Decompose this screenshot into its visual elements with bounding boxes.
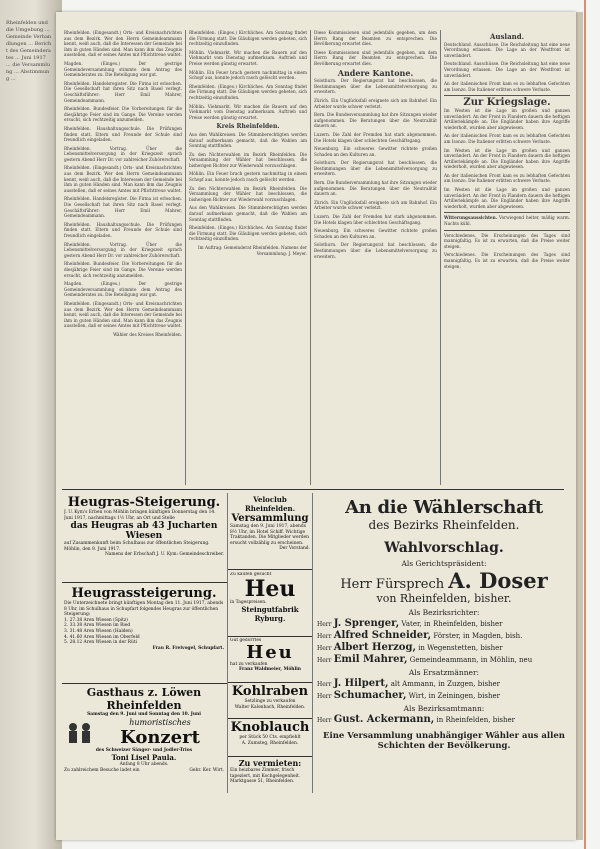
article-paragraph: Rheinfelden. Vortrag. Über die Lebensmittelversorgung in der Kriegszeit sprach gestern Abend Herr Dr. vor zahlreicher Zuhörerschaft.	[64, 241, 182, 258]
ad-divider	[228, 569, 312, 570]
ad-main: Kohlraben	[231, 684, 309, 699]
article-paragraph: Deutschland. Ausschüsse. Die Reichsleitung hat eine neue Verordnung erlassen. Die Lage an der Westfront ist unverändert.	[444, 61, 570, 78]
ad-body: Ein heizbares Zimmer, frisch tapeziert, mit Kochgelegenheit. Marktgasse 51, Rheinfelden.	[230, 768, 301, 785]
candidate-row: Herr Emil Mahrer, Gemeindeammann, in Möhlin, neu	[317, 654, 533, 665]
article-paragraph: Luzern. Die Zahl der Fremden hat stark abgenommen. Die Hotels klagen über schlechten Geschäftsgang.	[314, 214, 437, 225]
ad-knoblauch	[230, 720, 310, 754]
previous-page-spine	[0, 0, 62, 849]
ad-subtitle: humoristisches	[129, 717, 191, 727]
ad-gasthaus-loewen	[64, 686, 224, 791]
page-edge	[576, 12, 583, 840]
ad-line: 4. 41.60 Aren Wiesen im Oberfeld	[64, 634, 140, 640]
candidate-info: Förster, in Magden, bish.	[433, 632, 523, 640]
ad-signature: Walter Kalenbach, Rheinfelden.	[234, 704, 306, 710]
election-footer: Eine Versammlung unabhängiger Wähler aus allen Schichten der Bevölkerung.	[323, 731, 565, 751]
ad-pre: Zu kaufen gesucht	[230, 572, 272, 577]
candidate-row: Herr Alfred Schneider, Förster, in Magden, bish.	[317, 630, 523, 641]
election-announcement	[313, 493, 575, 793]
election-heading: Wahlvorschlag.	[384, 540, 504, 556]
ads-divider	[62, 489, 564, 490]
role-label: Als Bezirksamtmann:	[403, 704, 485, 713]
candidate-name: Alfred Schneider,	[333, 630, 432, 641]
ad-main: Knoblauch	[230, 720, 310, 735]
section-heading: Ausland.	[489, 32, 525, 41]
article-column-3	[314, 30, 437, 485]
ad-signature: Steingutfabrik Ryburg.	[241, 605, 299, 624]
article-paragraph	[444, 215, 570, 226]
ad-line: 2. 33.38 Aren Wiesen im Ried	[64, 623, 131, 629]
candidate-row: Herr Gust. Ackermann, in Rheinfelden, bisher	[317, 714, 516, 725]
role-label: Als Gerichtspräsident:	[401, 559, 487, 568]
ad-body: in Tagespreisen.	[230, 599, 267, 605]
ad-divider	[227, 493, 228, 793]
ad-body: J. U. Kym's Erben von Möhlin bringen künftigen Donnerstag den 14. Juni 1917, nachmittags 1½ Uhr, an Ort und Stelle	[64, 510, 216, 521]
article-paragraph: Zürich. Ein Unglücksfall ereignete sich am Bahnhof. Ein Arbeiter wurde schwer verletzt.	[314, 97, 437, 109]
ad-vermieten	[230, 758, 310, 792]
ad-title: Heugras-Steigerung.	[67, 495, 221, 510]
divider	[444, 212, 570, 213]
ad-date: Samstag den 9. Juni und Sonntag den 10. Juni	[87, 712, 201, 717]
ad-line: 5. 28.12 Aren Wiesen in der Rüti	[64, 640, 137, 646]
article-paragraph: Zu den Nichterwahlen im Bezirk Rheinfelden. Die Versammlung der Wähler hat beschlossen, die bisherigen Richter zur Wiederwahl vorzuschlagen.	[189, 185, 307, 202]
article-paragraph: Neuenburg. Ein schweres Gewitter richtete großen Schaden an den Kulturen an.	[314, 228, 437, 239]
ad-body: des Schweizer Sänger- und Jodler-Trios	[95, 747, 193, 753]
ad-signature: Der Vorstand.	[279, 546, 310, 552]
ad-kohlraben	[230, 684, 310, 716]
ad-main: Heu	[246, 641, 294, 663]
article-paragraph: Rheinfelden. Vortrag. Über die Lebensmittelversorgung in der Kriegszeit sprach gestern Abend Herr Dr. vor zahlreicher Zuhörerschaft.	[64, 145, 182, 162]
candidate-info: in Rheinfelden, bisher	[436, 716, 516, 724]
role-label: Als Ersatzmänner:	[408, 668, 480, 677]
ad-signature: Gebr. Ker. Wirt.	[189, 767, 224, 773]
candidate-name: Emil Mahrer,	[333, 654, 408, 665]
article-paragraph: Rheinfelden. (Eingesandt.) Orts- und Kreisnachrichten aus dem Bezirk. Wer den Herrn Gemeindeammann kennt, weiß auch, daß die Interessen der Gemeinde bei ihm in guten Händen sind. Man kann ihm das Zeugnis ausstellen, daß er seines Amtes mit Pflichttreue waltet.	[64, 165, 182, 193]
article-paragraph: Rheinfelden. Haushaltungsschule. Die Prüfungen finden statt. Eltern und Freunde der Schule sind freundlich eingeladen.	[64, 221, 182, 238]
article-paragraph: Rheinfelden. (Eingesandt.) Orts- und Kreisnachrichten aus dem Bezirk. Wer den Herrn Gemeindeammann kennt, weiß auch, daß die Interessen der Gemeinde bei ihm in guten Händen sind. Man kann ihm das Zeugnis ausstellen, daß er seines Amtes mit Pflichttreue waltet.	[64, 30, 182, 58]
ad-divider	[228, 682, 312, 683]
candidate-info: in Wegenstetten, bisher	[418, 644, 503, 652]
candidate-name: Albert Herzog,	[333, 642, 416, 653]
article-paragraph: Magden. (Einges.) Der gestrige Gemeindeversammlung stimmte dem Antrag des Gemeinderates zu. Die Beteiligung war gut.	[64, 281, 182, 298]
ad-veloclub	[230, 495, 310, 567]
article-paragraph: Diese Kommissionen sind jedenfalls gegeben, um dem Herrn Rang der Beamten zu entsprechen. Die Bevölkerung erwartet dies.	[314, 49, 437, 66]
candidate-info: Vater, in Rheinfelden, bisher	[401, 620, 503, 628]
ad-signature: Franz Waldmeier, Möhlin	[238, 667, 301, 673]
article-paragraph: Neuenburg. Ein schweres Gewitter richtete großen Schaden an den Kulturen an.	[314, 146, 437, 157]
article-paragraph: Bern. Die Bundesversammlung hat ihre Sitzungen wieder aufgenommen. Die Beratungen über die Neutralität dauern an.	[314, 180, 437, 197]
candidate-prefix: Herr Fürsprech	[340, 577, 445, 592]
article-paragraph: Möhlin. Ein Feuer brach gestern nachmittag in einem Schopf aus, konnte jedoch rasch gelöscht werden.	[189, 69, 307, 81]
ad-signature: Frau R. Freivogel, Schupfart.	[152, 645, 224, 651]
ad-item: das Heugras ab 43 Jucharten Wiesen	[70, 521, 218, 542]
ad-divider	[228, 756, 312, 757]
ad-line: 3. 31.48 Aren Wiesen (Halden)	[64, 628, 133, 634]
candidate-name: J. Hilpert,	[333, 678, 389, 689]
ad-heugras-steigerung	[64, 495, 224, 580]
article-paragraph: Zürich. Ein Unglücksfall ereignete sich am Bahnhof. Ein Arbeiter wurde schwer verletzt.	[314, 199, 437, 211]
weather-heading: Witterungsaussichten.	[444, 215, 498, 221]
election-subtitle: des Bezirks Rheinfelden.	[368, 518, 520, 532]
musicians-icon	[64, 720, 96, 746]
ad-title: Veloclub Rheinfelden.	[244, 495, 296, 513]
ad-body: hat zu verkaufen	[230, 661, 268, 667]
article-paragraph: Möhlin. Viehmarkt. Wir machen die Bauern auf den Viehmarkt vom Dienstag aufmerksam. Auftrieb und Preise werden günstig erwartet.	[189, 103, 307, 120]
ad-heugrassteigerung	[64, 586, 224, 681]
candidate-row: Herr J. Sprenger, Vater, in Rheinfelden, bisher	[317, 618, 503, 629]
ad-signature: A. Zumsteg, Rheinfelden.	[241, 740, 299, 746]
divider	[444, 95, 570, 96]
ad-main: Heu	[244, 575, 296, 602]
candidate-row: Herr J. Hilpert, alt Ammann, in Zuzgen, bisher	[317, 678, 501, 689]
ad-main: Zu vermieten:	[238, 758, 302, 768]
ad-title: Gasthaus z. Löwen Rheinfelden	[86, 686, 202, 712]
article-paragraph: Verschiedenes. Die Erscheinungen des Tages sind mannigfaltig. Es ist zu erwarten, daß die Preise weiter steigen.	[444, 252, 570, 269]
article-column-4	[444, 30, 570, 485]
article-paragraph: Deutschland. Ausschüsse. Die Reichsleitung hat eine neue Verordnung erlassen. Die Lage an der Westfront ist unverändert.	[444, 41, 570, 58]
candidate-info: Wirt, in Zeiningen, bisher	[408, 692, 500, 700]
candidate-origin: von Rheinfelden, bisher.	[376, 592, 512, 605]
column-divider	[440, 30, 441, 485]
article-column-1	[64, 30, 182, 485]
article-paragraph: Rheinfelden. (Einges.) Kirchliches. Am Sonntag findet die Firmung statt. Die Gläubigen werden gebeten, sich rechtzeitig einzufinden.	[189, 83, 307, 100]
ad-heu-verkauf	[230, 638, 310, 680]
article-paragraph: Diese Kommissionen sind jedenfalls gegeben, um dem Herrn Rang der Beamten zu entsprechen. Die Bevölkerung erwartet dies.	[314, 30, 437, 47]
article-paragraph: Bern. Die Bundesversammlung hat ihre Sitzungen wieder aufgenommen. Die Beratungen über die Neutralität dauern an.	[314, 112, 437, 129]
candidate-info: Gemeindeammann, in Möhlin, neu	[409, 656, 533, 664]
spine-text: Rheinfelden und die Umgebung ... Gemeinde Verhandlungen ... Bericht des Gemeinderates ... Juni 1917 ... die Versammlung ... Abstimmung ...	[6, 20, 52, 82]
column-divider	[185, 30, 186, 485]
ad-divider	[62, 582, 227, 583]
red-edge-line	[584, 0, 586, 849]
ad-line: 1. 27.38 Aren Wiesen (Spitz)	[64, 617, 128, 623]
article-column-2	[189, 30, 307, 485]
article-paragraph: Rheinfelden. (Einges.) Kirchliches. Am Sonntag findet die Firmung statt. Die Gläubigen werden gebeten, sich rechtzeitig einzufinden.	[189, 30, 307, 47]
candidate-name: Gust. Ackermann,	[333, 714, 435, 725]
article-paragraph: Verschiedenes. Die Erscheinungen des Tages sind mannigfaltig. Es ist zu erwarten, daß die Preise weiter steigen.	[444, 232, 570, 249]
article-paragraph: Solothurn. Der Regierungsrat hat beschlossen, die Bestimmungen über die Lebensmittelversorgung zu erweitern.	[314, 78, 437, 95]
ad-body: auf Zusammenkunft beim Schulhaus zur öffentlichen Steigerung.	[64, 541, 210, 547]
article-paragraph: Rheinfelden. (Einges.) Kirchliches. Am Sonntag findet die Firmung statt. Die Gläubigen werden gebeten, sich rechtzeitig einzufinden.	[189, 225, 307, 242]
ad-title: Heugrassteigerung.	[71, 586, 217, 601]
ad-pre: Gut gedörrtes	[230, 638, 262, 643]
article-paragraph: Rheinfelden. Handelsregister. Die Firma ist erloschen. Die Gesellschaft hat ihren Sitz nach Basel verlegt. Geschäftsführer: Herr Emil Mahrer, Gemeindeammann.	[64, 80, 182, 103]
candidate-row: Herr Albert Herzog, in Wegenstetten, bisher	[317, 642, 503, 653]
article-paragraph: Rheinfelden. Bundesfeier. Die Vorbereitungen für die diesjährige Feier sind im Gange. Die Vereine werden ersucht, sich rechtzeitig anzumelden.	[64, 261, 182, 278]
article-paragraph: Rheinfelden. Bundesfeier. Die Vorbereitungen für die diesjährige Feier sind im Gange. Die Vereine werden ersucht, sich rechtzeitig anzumelden.	[64, 106, 182, 123]
weather-text: Vorwiegend heiter, mäßig warm. Nachts kühl.	[444, 215, 570, 227]
section-heading: Zur Kriegslage.	[463, 97, 551, 109]
ad-divider	[228, 636, 312, 637]
article-paragraph: An der italienischen Front kam es zu lebhaften Gefechten am Isonzo. Die Italiener erlitten schwere Verluste.	[444, 81, 570, 92]
ad-subtitle: Versammlung	[231, 513, 309, 524]
article-paragraph: An der italienischen Front kam es zu lebhaften Gefechten am Isonzo. Die Italiener erlitten schwere Verluste.	[444, 172, 570, 184]
article-paragraph: Aus den Wahlkreisen. Die Stimmberechtigten werden darauf aufmerksam gemacht, daß die Wahlen am Sonntag stattfinden.	[189, 205, 307, 222]
article-paragraph: Solothurn. Der Regierungsrat hat beschlossen, die Bestimmungen über die Lebensmittelversorgung zu erweitern.	[314, 242, 437, 259]
article-paragraph: Zu den Nichterwahlen im Bezirk Rheinfelden. Die Versammlung der Wähler hat beschlossen, die bisherigen Richter zur Wiederwahl vorzuschlagen.	[189, 151, 307, 168]
article-paragraph: An der italienischen Front kam es zu lebhaften Gefechten am Isonzo. Die Italiener erlitten schwere Verluste.	[444, 133, 570, 144]
candidate-info: alt Ammann, in Zuzgen, bisher	[390, 680, 501, 688]
ad-names: Toni Lisel Paula.	[111, 753, 177, 763]
ad-divider	[228, 718, 312, 719]
section-heading: Kreis Rheinfelden.	[216, 123, 280, 131]
ad-signature: Namens der Erbschaft J. U. Kym: Gemeindeschreiber.	[104, 552, 224, 558]
article-paragraph: Rheinfelden. (Eingesandt.) Orts- und Kreisnachrichten aus dem Bezirk. Wer den Herrn Gemeindeammann kennt, weiß auch, daß die Interessen der Gemeinde bei ihm in guten Händen sind. Man kann ihm das Zeugnis ausstellen, daß er seines Amtes mit Pflichttreue waltet.	[64, 300, 182, 329]
ad-divider	[62, 683, 227, 684]
ad-body: Die Unterzeichnete bringt künftigen Montag den 11. Juni 1917, abends 8 Uhr, im Schulhaus in Schupfart folgendes Heugras zur öffentlichen Steigerung:	[64, 601, 224, 618]
article-paragraph: Solothurn. Der Regierungsrat hat beschlossen, die Bestimmungen über die Lebensmittelversorgung zu erweitern.	[314, 160, 437, 177]
article-paragraph: Möhlin. Ein Feuer brach gestern nachmittag in einem Schopf aus, konnte jedoch rasch gelöscht werden.	[189, 171, 307, 183]
article-signature: Wähler des Kreises Rheinfelden.	[113, 331, 182, 337]
article-paragraph: Aus den Wahlkreisen. Die Stimmberechtigten werden darauf aufmerksam gemacht, daß die Wahlen am Sonntag stattfinden.	[189, 131, 307, 149]
ad-main: Konzert	[120, 726, 200, 748]
article-paragraph: Im Westen ist die Lage im großen und ganzen unverändert. An der Front in Flandern dauern die heftigen Artilleriekämpfe an. Die Engländer haben ihre Angriffe wiederholt, wurden aber abgewiesen.	[444, 147, 570, 170]
divider	[444, 230, 570, 231]
president-candidate	[313, 568, 575, 593]
role-label: Als Bezirksrichter:	[408, 608, 480, 617]
candidate-name: J. Sprenger,	[333, 618, 400, 629]
column-divider	[310, 30, 311, 485]
article-paragraph: Luzern. Die Zahl der Fremden hat stark abgenommen. Die Hotels klagen über schlechten Geschäftsgang.	[314, 131, 437, 143]
ad-date: Möhlin, den 9. Juni 1917.	[64, 546, 121, 552]
section-heading: Andere Kantone.	[337, 67, 414, 78]
candidate-name: A. Doser	[448, 568, 548, 593]
article-paragraph: Rheinfelden. Handelsregister. Die Firma ist erloschen. Die Gesellschaft hat ihren Sitz nach Basel verlegt. Geschäftsführer: Herr Emil Mahrer, Gemeindeammann.	[64, 196, 182, 219]
article-paragraph: Möhlin. Viehmarkt. Wir machen die Bauern auf den Viehmarkt vom Dienstag aufmerksam. Auftrieb und Preise werden günstig erwartet.	[189, 49, 307, 66]
article-signature: Im Auftrag: Gemeinderat Rheinfelden. Namens der Versammlung: J. Meyer.	[197, 245, 307, 256]
article-paragraph: Magden. (Einges.) Der gestrige Gemeindeversammlung stimmte dem Antrag des Gemeinderates zu. Die Beteiligung war gut.	[64, 60, 182, 78]
ad-body: Samstag den 9. Juni 1917, abends 8½ Uhr, im Hotel Schiff. Wichtige Traktanden. Die Mitglieder werden ersucht vollzählig zu erscheinen.	[230, 524, 309, 546]
article-paragraph: Im Westen ist die Lage im großen und ganzen unverändert. An der Front in Flandern dauern die heftigen Artilleriekämpfe an. Die Engländer haben ihre Angriffe wiederholt, wurden aber abgewiesen.	[444, 107, 570, 130]
ad-footer: Zu zahlreichem Besuche ladet ein	[64, 767, 140, 773]
candidate-row: Herr Schumacher, Wirt, in Zeiningen, bisher	[317, 690, 500, 701]
ad-time: Anfang 8 Uhr abends.	[119, 762, 169, 768]
article-paragraph: Im Westen ist die Lage im großen und ganzen unverändert. An der Front in Flandern dauern die heftigen Artilleriekämpfe an. Die Engländer haben ihre Angriffe wiederholt, wurden aber abgewiesen.	[444, 187, 570, 209]
ad-body: Setzlinge zu verkaufen	[244, 699, 296, 704]
article-paragraph: Rheinfelden. Haushaltungsschule. Die Prüfungen finden statt. Eltern und Freunde der Schule sind freundlich eingeladen.	[64, 125, 182, 143]
election-title: An die Wählerschaft	[345, 497, 543, 518]
ad-heu-gesucht	[230, 572, 310, 634]
candidate-name: Schumacher,	[333, 690, 407, 701]
ad-body: per Stück 50 Cts. empfiehlt	[239, 735, 301, 740]
